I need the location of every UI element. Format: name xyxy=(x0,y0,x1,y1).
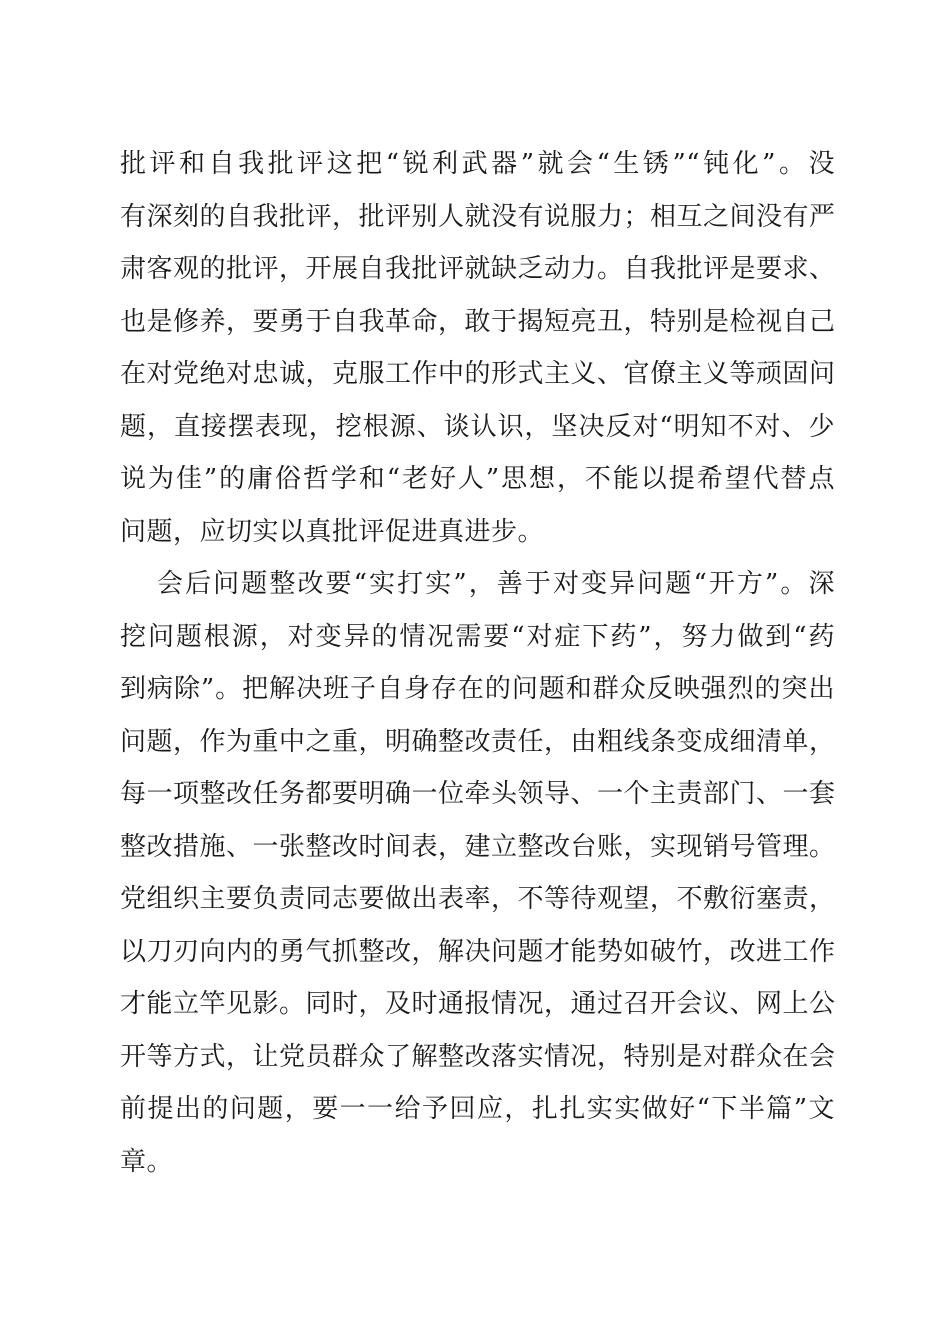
text-line: 开等方式，让党员群众了解整改落实情况，特别是对群众在会 xyxy=(120,1041,836,1072)
paragraph-1 xyxy=(120,138,835,558)
text-line: 题，直接摆表现，挖根源、谈认识，坚决反对“明知不对、少 xyxy=(120,411,835,442)
text-line: 问题，应切实以真批评促进真进步。 xyxy=(120,516,545,547)
text-line: 章。 xyxy=(120,1146,174,1177)
text-line: 肃客观的批评，开展自我批评就缺乏动力。自我批评是要求、 xyxy=(120,254,836,284)
body-text xyxy=(120,138,835,1188)
text-line: 在对党绝对忠诚，克服工作中的形式主义、官僚主义等顽固问 xyxy=(120,359,836,389)
text-line: 挖问题根源，对变异的情况需要“对症下药”，努力做到“药 xyxy=(120,621,835,652)
text-line: 前提出的问题，要一一给予回应，扎扎实实做好“下半篇”文 xyxy=(120,1094,835,1124)
text-line: 也是修养，要勇于自我革命，敢于揭短亮丑，特别是检视自己 xyxy=(120,306,836,337)
text-line: 有深刻的自我批评，批评别人就没有说服力；相互之间没有严 xyxy=(120,201,836,232)
text-line: 说为佳”的庸俗哲学和“老好人”思想，不能以提希望代替点 xyxy=(120,464,835,494)
text-line: 会后问题整改要“实打实”，善于对变异问题“开方”。深 xyxy=(157,569,835,599)
text-line: 以刀刃向内的勇气抓整改，解决问题才能势如破竹，改进工作 xyxy=(120,936,836,967)
text-line: 每一项整改任务都要明确一位牵头领导、一个主责部门、一套 xyxy=(120,779,836,809)
text-line: 到病除”。把解决班子自身存在的问题和群众反映强烈的突出 xyxy=(120,674,835,704)
text-line: 整改措施、一张整改时间表，建立整改台账，实现销号管理。 xyxy=(120,831,836,862)
text-line: 才能立竿见影。同时，及时通报情况，通过召开会议、网上公 xyxy=(120,989,836,1019)
text-line: 党组织主要负责同志要做出表率，不等待观望，不敷衍塞责， xyxy=(120,884,836,914)
paragraph-2 xyxy=(120,558,835,1188)
text-line: 批评和自我批评这把“锐利武器”就会“生锈”“钝化”。没 xyxy=(120,149,835,179)
text-line: 问题，作为重中之重，明确整改责任，由粗线条变成细清单， xyxy=(120,726,836,757)
